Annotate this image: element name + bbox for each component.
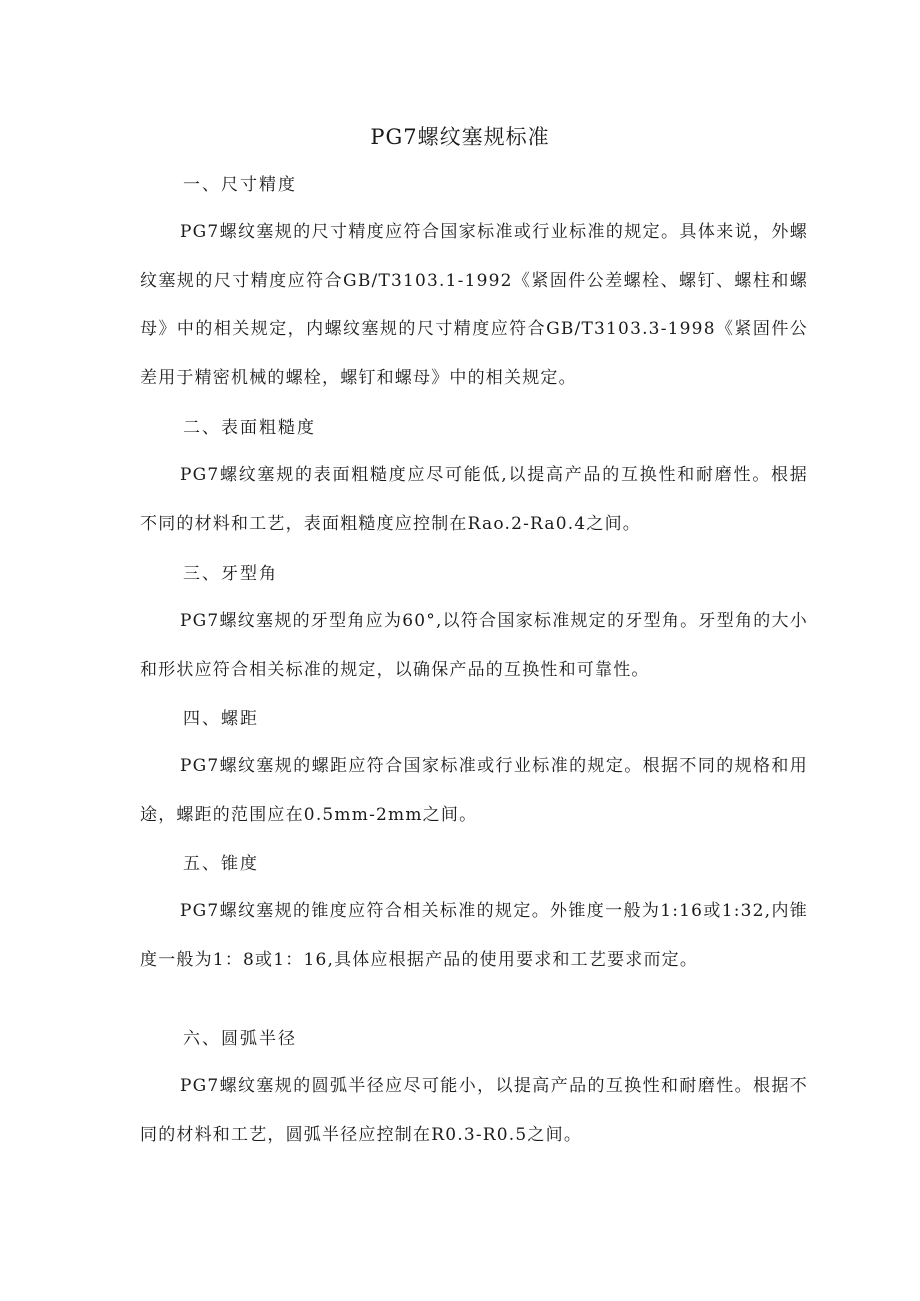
section-body-arc-radius: PG7螺纹塞规的圆弧半径应尽可能小，以提高产品的互换性和耐磨性。根据不同的材料和工艺，圆弧半径应控制在R0.3-R0.5之间。 bbox=[140, 1076, 808, 1145]
section-body-taper: PG7螺纹塞规的锥度应符合相关标准的规定。外锥度一般为1:16或1:32,内锥度一般为1：8或1：16,具体应根据产品的使用要求和工艺要求而定。 bbox=[140, 901, 808, 970]
section-body-thread-angle: PG7螺纹塞规的牙型角应为60°,以符合国家标准规定的牙型角。牙型角的大小和形状应符合相关标准的规定，以确保产品的互换性和可靠性。 bbox=[140, 611, 808, 680]
section-heading-arc-radius: 六、圆弧半径 bbox=[183, 1029, 297, 1049]
section-heading-surface-roughness: 二、表面粗糙度 bbox=[183, 418, 316, 438]
section-heading-dimensional-accuracy: 一、尺寸精度 bbox=[183, 175, 297, 195]
document-title: PG7螺纹塞规标准 bbox=[370, 125, 550, 149]
section-heading-taper: 五、锥度 bbox=[183, 854, 259, 874]
section-body-pitch: PG7螺纹塞规的螺距应符合国家标准或行业标准的规定。根据不同的规格和用途，螺距的范围应在0.5mm-2mm之间。 bbox=[140, 756, 808, 825]
section-heading-pitch: 四、螺距 bbox=[183, 709, 259, 729]
section-body-dimensional-accuracy: PG7螺纹塞规的尺寸精度应符合国家标准或行业标准的规定。具体来说，外螺纹塞规的尺寸精度应符合GB/T3103.1-1992《紧固件公差螺栓、螺钉、螺柱和螺母》中的相关规定，内螺纹塞规的尺寸精度应符合GB/T3103.3-1998《紧固件公差用于精密机械的螺栓，螺钉和螺母》中的相关规定。 bbox=[140, 222, 808, 388]
section-body-surface-roughness: PG7螺纹塞规的表面粗糙度应尽可能低,以提高产品的互换性和耐磨性。根据不同的材料和工艺，表面粗糙度应控制在Rao.2-Ra0.4之间。 bbox=[140, 465, 808, 534]
section-heading-thread-angle: 三、牙型角 bbox=[183, 564, 278, 584]
